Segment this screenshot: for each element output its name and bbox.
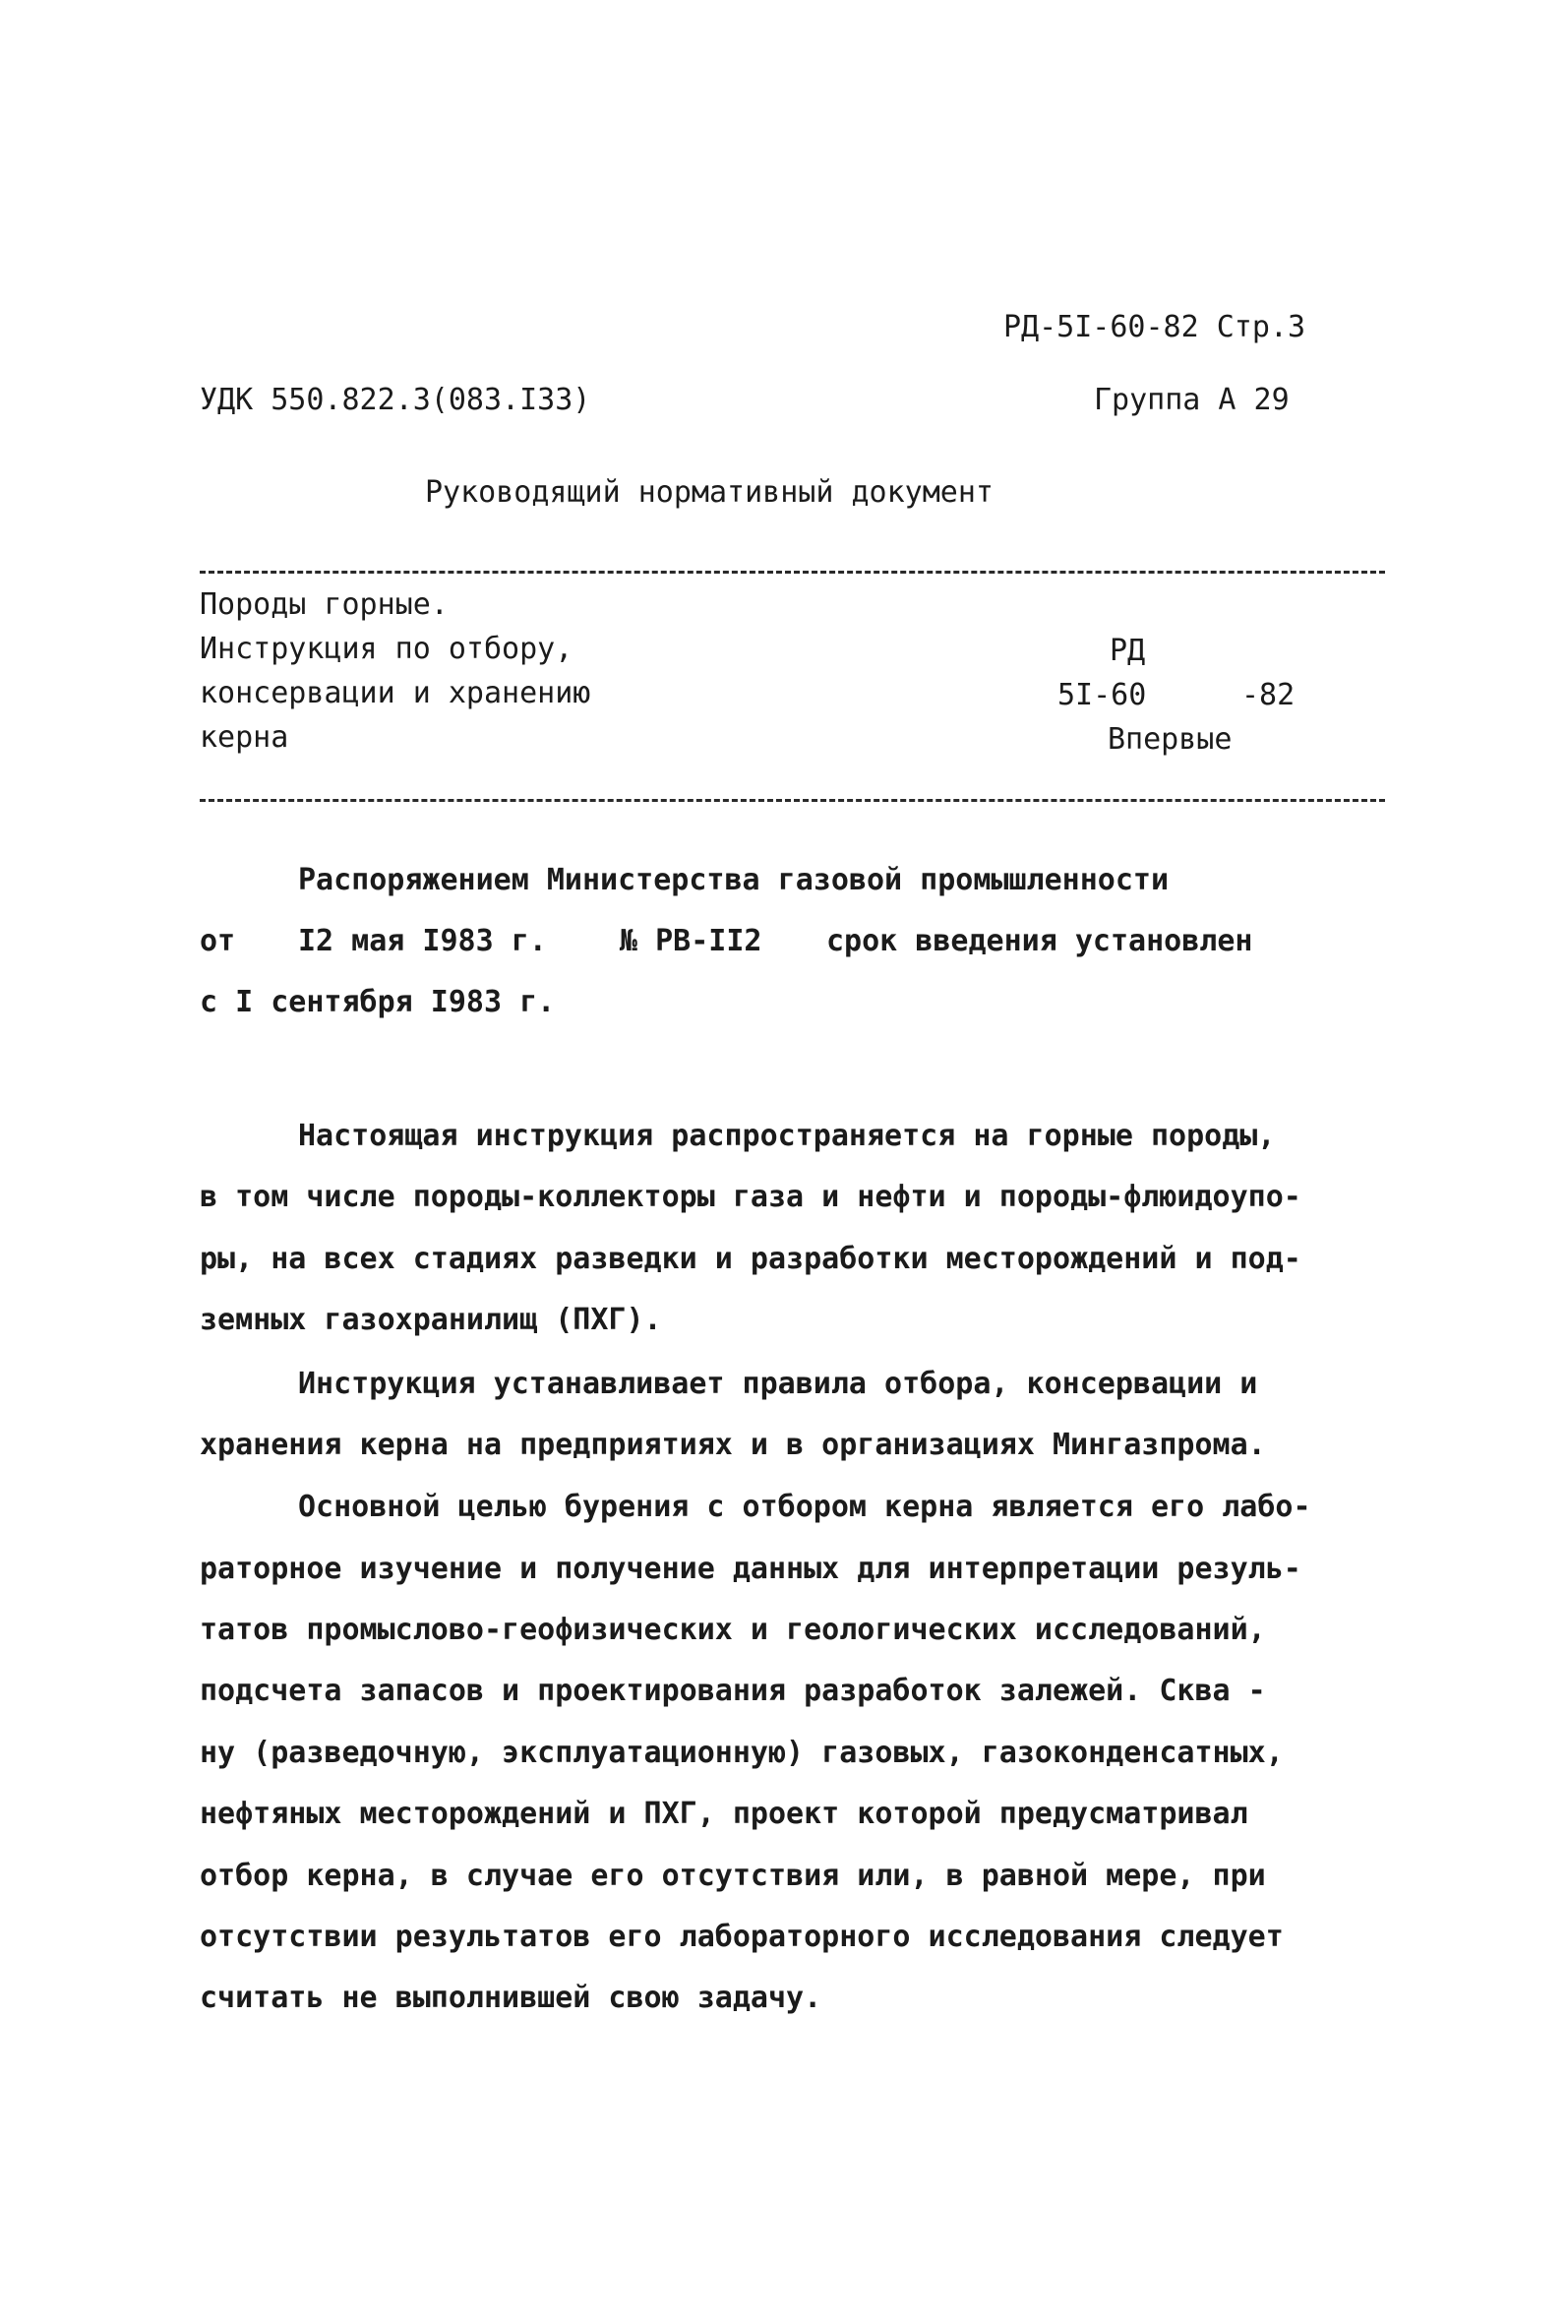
code-rd: РД [1110, 634, 1146, 668]
paragraph-3-line-6: нефтяных месторождений и ПХГ, проект которой предусматривал [200, 1797, 1248, 1831]
paragraph-1-line-2: в том числе породы-коллекторы газа и нефти и породы-флюидоупо- [200, 1180, 1301, 1214]
paragraph-3-line-5: ну (разведочную, эксплуатационную) газовых, газоконденсатных, [200, 1736, 1284, 1770]
paragraph-1-line-1: Настоящая инструкция распространяется на горные породы, [298, 1119, 1276, 1153]
title-line-2: Инструкция по отбору, [200, 632, 573, 666]
title-line-4: керна [200, 720, 289, 755]
group-code: Группа А 29 [1094, 383, 1290, 417]
bottom-rule [200, 799, 1385, 802]
paragraph-3-line-3: татов промыслово-геофизических и геологических исследований, [200, 1613, 1266, 1647]
document-kind: Руководящий нормативный документ [425, 475, 994, 510]
first-issue-label: Впервые [1108, 722, 1233, 757]
udk-code: УДК 550.822.3(083.I33) [200, 383, 591, 417]
paragraph-1-line-3: ры, на всех стадиях разведки и разработки месторождений и под- [200, 1242, 1301, 1276]
paragraph-3-line-4: подсчета запасов и проектирования разработок залежей. Сква - [200, 1674, 1266, 1708]
order-from: от [200, 924, 236, 958]
doc-page-number: РД-5I-60-82 Стр.3 [1003, 310, 1306, 344]
paragraph-3-line-1: Основной целью бурения с отбором керна является его лабо- [298, 1490, 1311, 1524]
order-line-1: Распоряжением Министерства газовой промышленности [298, 863, 1170, 897]
order-line-3: с I сентября I983 г. [200, 985, 556, 1019]
code-number: 5I-60 [1057, 678, 1147, 712]
paragraph-3-line-7: отбор керна, в случае его отсутствия или, в равной мере, при [200, 1859, 1266, 1893]
paragraph-1-line-4: земных газохранилищ (ПХГ). [200, 1303, 662, 1337]
order-number: № РВ-II2 [620, 924, 762, 958]
paragraph-3-line-9: считать не выполнившей свою задачу. [200, 1981, 822, 2015]
code-year: -82 [1241, 678, 1296, 712]
paragraph-3-line-8: отсутствии результатов его лабораторного исследования следует [200, 1920, 1284, 1954]
paragraph-2-line-1: Инструкция устанавливает правила отбора, консервации и [298, 1367, 1258, 1401]
top-rule [200, 571, 1385, 574]
title-line-3: консервации и хранению [200, 676, 591, 710]
paragraph-2-line-2: хранения керна на предприятиях и в организациях Мингазпрома. [200, 1428, 1266, 1462]
title-line-1: Породы горные. [200, 587, 449, 622]
paragraph-3-line-2: раторное изучение и получение данных для интерпретации резуль- [200, 1552, 1301, 1586]
order-effective: срок введения установлен [826, 924, 1253, 958]
order-date: I2 мая I983 г. [298, 924, 547, 958]
